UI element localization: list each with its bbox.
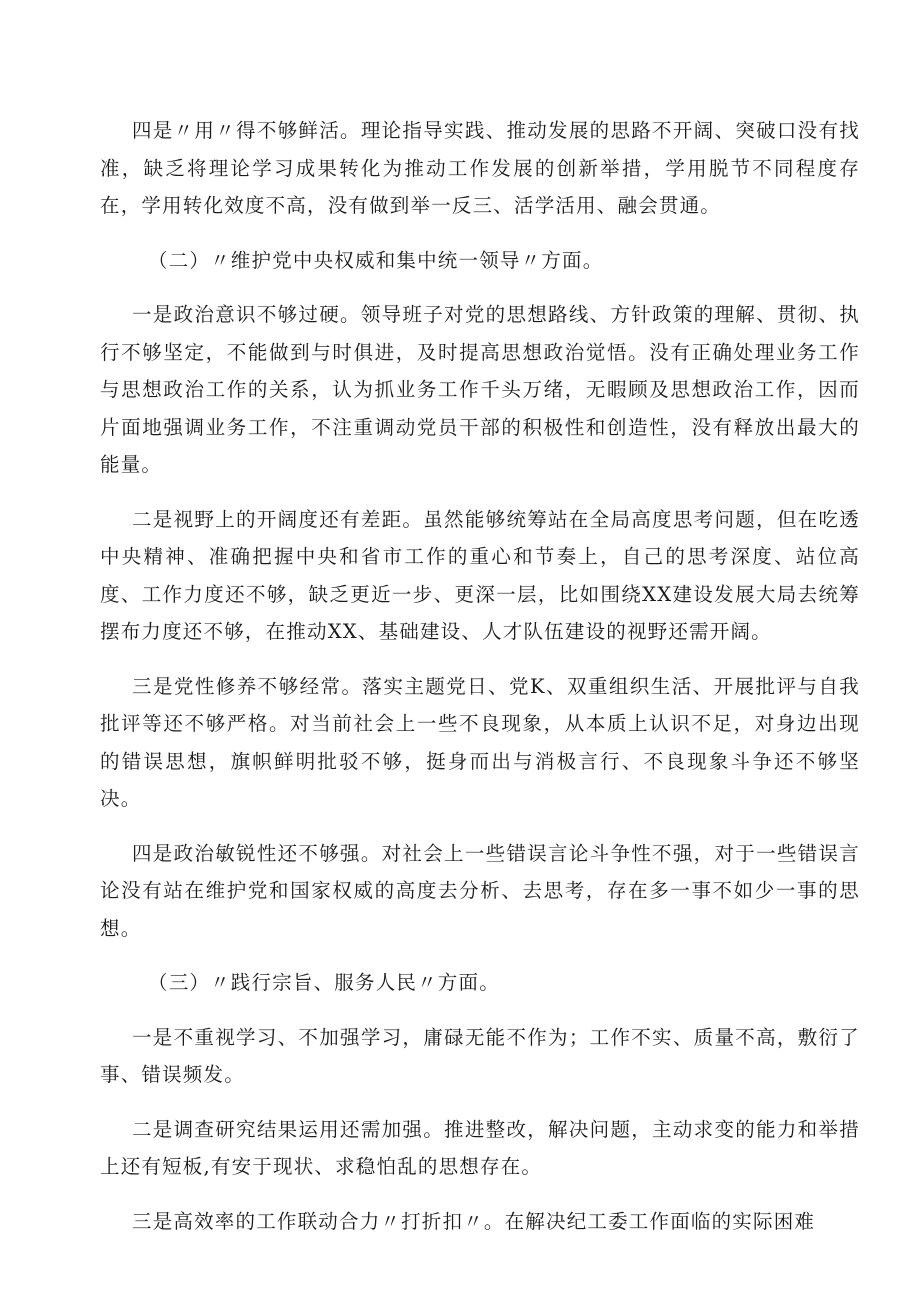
paragraph-3: 二是视野上的开阔度还有差距。虽然能够统筹站在全局高度思考问题，但在吃透中央精神、准确把握中央和省市工作的重心和节奏上，自己的思考深度、站位高度、工作力度还不够，缺乏更近一步、更深一层，比如围绕XX建设发展大局去统筹摆布力度还不够，在推动XX、基础建设、人才队伍建设的视野还需开阔。 bbox=[100, 507, 860, 643]
paragraph-8: 三是高效率的工作联动合力〃打折扣〃。在解决纪工委工作面临的实际困难 bbox=[132, 1209, 816, 1233]
paragraph-2: 一是政治意识不够过硬。领导班子对党的思想路线、方针政策的理解、贯彻、执行不够坚定，不能做到与时俱进，及时提高思想政治觉悟。没有正确处理业务工作与思想政治工作的关系，认为抓业务工作千头万绪，无暇顾及思想政治工作，因而片面地强调业务工作，不注重调动党员干部的积极性和创造性，没有释放出最大的能量。 bbox=[100, 303, 860, 476]
section-heading-2: （二）〃维护党中央权威和集中统一领导〃方面。 bbox=[148, 248, 604, 272]
paragraph-6: 一是不重视学习、不加强学习，庸碌无能不作为；工作不实、质量不高，敷衍了事、错误频发。 bbox=[100, 1025, 860, 1086]
document-body bbox=[100, 112, 860, 1257]
paragraph-5: 四是政治敏锐性还不够强。对社会上一些错误言论斗争性不强，对于一些错误言论没有站在维护党和国家权威的高度去分析、去思考，存在多一事不如少一事的思想。 bbox=[100, 841, 860, 940]
paragraph-7: 二是调查研究结果运用还需加强。推进整改，解决问题，主动求变的能力和举措上还有短板,有安于现状、求稳怕乱的思想存在。 bbox=[100, 1117, 860, 1178]
section-heading-3: （三）〃践行宗旨、服务人民〃方面。 bbox=[148, 971, 500, 994]
paragraph-1: 四是〃用〃得不够鲜活。理论指导实践、推动发展的思路不开阔、突破口没有找准，缺乏将理论学习成果转化为推动工作发展的创新举措，学用脱节不同程度存在，学用转化效度不高，没有做到举一反三、活学活用、融会贯通。 bbox=[100, 119, 860, 217]
paragraph-4: 三是党性修养不够经常。落实主题党日、党K、双重组织生活、开展批评与自我批评等还不够严格。对当前社会上一些不良现象，从本质上认识不足，对身边出现的错误思想，旗帜鲜明批驳不够，挺身而出与消极言行、不良现象斗争还不够坚决。 bbox=[100, 674, 860, 810]
